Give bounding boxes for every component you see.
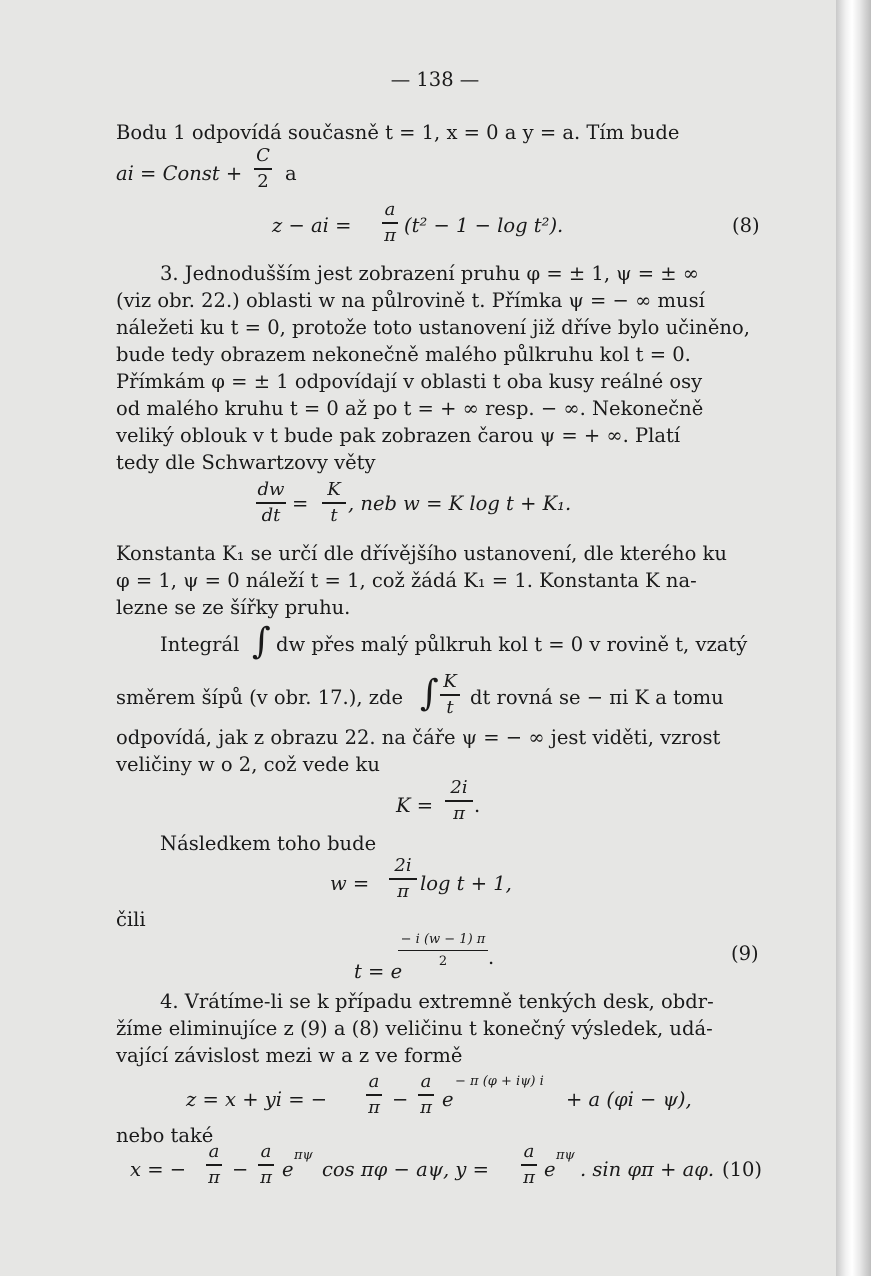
k1-line-2: φ = 1, ψ = 0 náleží t = 1, což žádá K₁ = 1. Konstanta K na- xyxy=(116,569,697,592)
p3-line-8: tedy dle Schwartzovy věty xyxy=(116,451,376,474)
int-line-1a: Integrál xyxy=(160,633,240,656)
eq10-exp2: πψ xyxy=(556,1148,575,1163)
eq10-b: − xyxy=(232,1158,249,1181)
eqa-den2: π xyxy=(420,1097,432,1118)
cili-line: čili xyxy=(116,908,146,931)
eq8-label: (8) xyxy=(732,214,760,237)
eq8-den: π xyxy=(384,225,396,246)
p3-line-5: Přímkám φ = ± 1 odpovídají v oblasti t oba kusy reálné osy xyxy=(116,370,703,393)
p3-line-6: od malého kruhu t = 0 až po t = + ∞ resp. − ∞. Nekonečně xyxy=(116,397,704,420)
int-line-2a: směrem šípů (v obr. 17.), zde xyxy=(116,686,404,709)
eq10-den1: π xyxy=(208,1167,220,1188)
const-frac-num: C xyxy=(256,145,270,166)
const-eq: ai = Const + xyxy=(116,162,243,185)
eq10-a: x = − xyxy=(130,1158,187,1181)
kt-den: t xyxy=(330,505,338,526)
k-eq-left: K = xyxy=(396,794,434,817)
p3-line-7: veliký oblouk v t bude pak zobrazen čarou ψ = + ∞. Platí xyxy=(116,424,681,447)
p3-line-4: bude tedy obrazem nekonečně malého půlkruhu kol t = 0. xyxy=(116,343,691,366)
eqa-right: + a (φi − ψ), xyxy=(566,1088,692,1111)
nebo-line: nebo také xyxy=(116,1124,214,1147)
eqa-den1: π xyxy=(368,1097,380,1118)
int-line-2b: dt rovná se − πi K a tomu xyxy=(470,686,724,709)
k-eq-den: π xyxy=(453,803,465,824)
eq9-dot: . xyxy=(488,946,495,969)
eq8-left: z − ai = xyxy=(272,214,352,237)
eq10-e: e xyxy=(544,1158,556,1181)
eq10-num3: a xyxy=(523,1141,535,1162)
eq9-exp-den: 2 xyxy=(438,954,448,969)
p4-line-1: 4. Vrátíme-li se k případu extremně tenkých desk, obdr- xyxy=(160,990,714,1013)
int-frac-bar xyxy=(440,694,460,696)
eqa-bar2 xyxy=(418,1094,434,1096)
integral-sign-1: ∫ xyxy=(252,621,271,662)
eq9-left: t = e xyxy=(354,960,403,983)
w-eq-num: 2i xyxy=(394,855,412,876)
int-line-4: veličiny w o 2, což vede ku xyxy=(116,753,380,776)
eq9-label: (9) xyxy=(731,942,759,965)
k-eq-bar xyxy=(445,800,473,802)
const-frac-den: 2 xyxy=(257,171,269,192)
p3-line-3: náležeti ku t = 0, protože toto ustanovení již dříve bylo učiněno, xyxy=(116,316,750,339)
int-line-1b: dw přes malý půlkruh kol t = 0 v rovině t, vzatý xyxy=(276,633,748,656)
eq9-exp-num: − i (w − 1) π xyxy=(400,932,486,947)
int-frac-den: t xyxy=(446,697,454,718)
eq10-c: e xyxy=(282,1158,294,1181)
eq10-bar1 xyxy=(206,1164,222,1166)
w-eq-left: w = xyxy=(330,872,370,895)
k1-line-1: Konstanta K₁ se určí dle dřívějšího ustanovení, dle kterého ku xyxy=(116,542,727,565)
p3-line-2: (viz obr. 22.) oblasti w na půlrovině t. Přímka ψ = − ∞ musí xyxy=(116,289,705,312)
eqa-num1: a xyxy=(368,1071,380,1092)
text-line-1: Bodu 1 odpovídá současně t = 1, x = 0 a y = a. Tím bude xyxy=(116,121,680,144)
eq10-num1: a xyxy=(208,1141,220,1162)
w-eq-right: log t + 1, xyxy=(420,872,512,895)
dwdt-tail: , neb w = K log t + K₁. xyxy=(348,492,572,515)
eq10-bar2 xyxy=(258,1164,274,1166)
eq10-bar3 xyxy=(521,1164,537,1166)
eq10-num2: a xyxy=(260,1141,272,1162)
w-eq-den: π xyxy=(397,881,409,902)
eqa-num2: a xyxy=(420,1071,432,1092)
dwdt-eq: = xyxy=(292,492,309,515)
eq10-label: (10) xyxy=(722,1158,763,1181)
dwdt-num: dw xyxy=(257,479,285,500)
p4-line-2: žíme eliminujíce z (9) a (8) veličinu t konečný výsledek, udá- xyxy=(116,1017,713,1040)
int-line-3: odpovídá, jak z obrazu 22. na čáře ψ = − ∞ jest viděti, vzrost xyxy=(116,726,721,749)
eq8-bar xyxy=(382,222,398,224)
const-frac-bar xyxy=(254,168,272,170)
eqa-e: e xyxy=(442,1088,454,1111)
const-tail: a xyxy=(285,162,297,185)
page-number: — 138 — xyxy=(390,68,480,91)
eq10-den3: π xyxy=(523,1167,535,1188)
book-gutter xyxy=(836,0,871,1276)
kt-num: K xyxy=(327,479,341,500)
eqa-exp: − π (φ + iψ) i xyxy=(455,1074,544,1089)
integral-sign-2: ∫ xyxy=(420,673,439,714)
dwdt-den: dt xyxy=(261,505,281,526)
naslekem-line: Následkem toho bude xyxy=(160,832,377,855)
eq10-den2: π xyxy=(260,1167,272,1188)
eqa-bar1 xyxy=(366,1094,382,1096)
k-eq-num: 2i xyxy=(450,777,468,798)
eq10-d: cos πφ − aψ, y = xyxy=(322,1158,489,1181)
kt-bar xyxy=(322,502,346,504)
eq8-right: (t² − 1 − log t²). xyxy=(404,214,564,237)
eq9-exp-bar xyxy=(398,950,488,951)
p3-line-1: 3. Jednodušším jest zobrazení pruhu φ = ± 1, ψ = ± ∞ xyxy=(160,262,700,285)
dwdt-bar xyxy=(256,502,286,504)
w-eq-bar xyxy=(389,878,417,880)
eqa-mid: − xyxy=(392,1088,409,1111)
eq10-f: . sin φπ + aφ. xyxy=(580,1158,715,1181)
k1-line-3: lezne se ze šířky pruhu. xyxy=(116,596,351,619)
p4-line-3: vající závislost mezi w a z ve formě xyxy=(116,1044,463,1067)
eq8-num: a xyxy=(384,199,396,220)
eq10-exp1: πψ xyxy=(294,1148,313,1163)
int-frac-num: K xyxy=(443,671,457,692)
eqa-left: z = x + yi = − xyxy=(186,1088,328,1111)
k-eq-dot: . xyxy=(474,794,481,817)
